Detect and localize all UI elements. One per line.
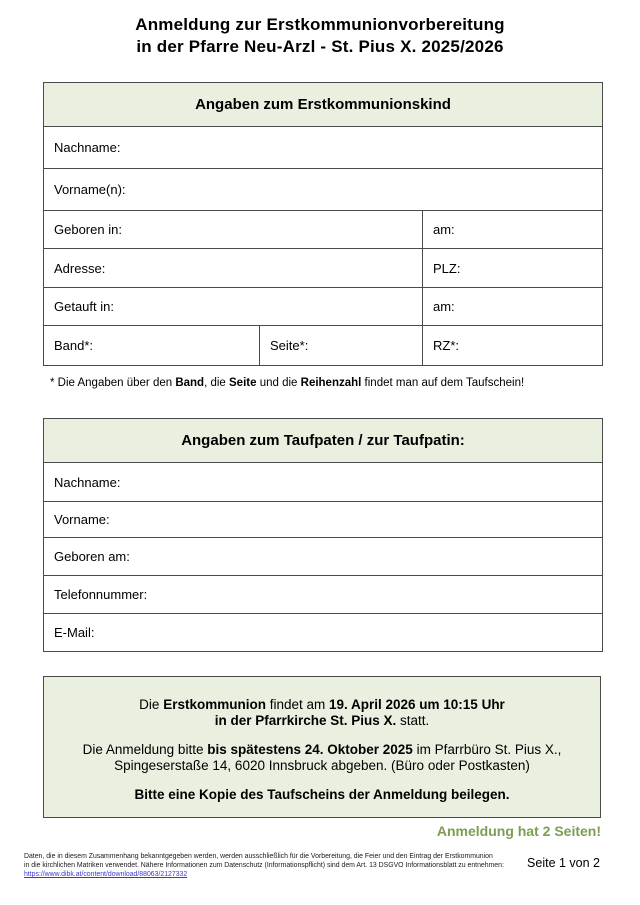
field-rz: RZ*: <box>422 326 602 365</box>
field-band: Band*: <box>54 338 94 353</box>
form-row-telefonnummer <box>44 576 602 614</box>
text-run-bold: Seite <box>229 377 257 389</box>
form-row-adresse <box>44 249 602 288</box>
form-row-nachname-child <box>44 127 602 169</box>
field-vorname-godparent: Vorname: <box>54 512 110 527</box>
field-plz: PLZ: <box>422 249 602 287</box>
form-row-geboren-am-godparent <box>44 538 602 576</box>
field-adresse: Adresse: <box>54 260 106 276</box>
text-run: im Pfarrbüro St. Pius X., <box>412 742 562 757</box>
field-email: E-Mail: <box>54 625 95 640</box>
text-run: Spingeserstaße 14, 6020 Innsbruck abgeben. (Büro oder Postkasten) <box>114 758 530 773</box>
form-row-nachname-godparent <box>44 463 602 502</box>
page-title-line2: in der Pfarre Neu-Arzl - St. Pius X. 2025/2026 <box>136 37 504 56</box>
text-run-bold: Erstkommunion <box>163 697 266 712</box>
field-nachname-godparent: Nachname: <box>54 474 121 490</box>
form-row-vorname-child <box>44 169 602 211</box>
form-row-getauft <box>44 288 602 326</box>
page-title-line1: Anmeldung zur Erstkommunionvorbereitung <box>135 15 505 34</box>
text-run: statt. <box>396 713 430 728</box>
field-telefonnummer: Telefonnummer: <box>54 587 148 602</box>
text-run-bold: 19. April 2026 um 10:15 Uhr <box>328 697 505 712</box>
privacy-policy-link[interactable]: https://www.dibk.at/content/download/88063/2127332 <box>24 871 188 879</box>
page-title <box>0 14 640 58</box>
text-run: findet man auf dem Taufschein! <box>361 377 525 389</box>
privacy-footer-line1: Daten, die in diesem Zusammenhang bekanntgegeben werden, werden ausschließlich für die Vorbereitung, die Feier und den Eintrag der Erstkommunion <box>24 853 493 860</box>
form-row-geboren <box>44 211 602 249</box>
event-info-box <box>43 676 601 818</box>
field-vorname-child: Vorname(n): <box>54 182 126 197</box>
field-nachname-child: Nachname: <box>54 140 121 155</box>
page-number: Seite 1 von 2 <box>527 856 600 870</box>
child-section-header: Angaben zum Erstkommunionskind <box>44 83 602 127</box>
info-line-deadline <box>44 742 600 774</box>
text-run: findet am <box>265 697 329 712</box>
two-pages-note: Anmeldung hat 2 Seiten! <box>436 823 601 839</box>
text-run-bold: bis spätestens 24. Oktober 2025 <box>207 742 413 757</box>
text-run-bold: Band <box>175 377 205 389</box>
godparent-section-header: Angaben zum Taufpaten / zur Taufpatin: <box>44 419 602 463</box>
field-geboren-am-godparent: Geboren am: <box>54 549 130 564</box>
godparent-info-section <box>43 418 603 652</box>
info-line-event <box>44 697 600 729</box>
form-row-email <box>44 614 602 651</box>
text-run-bold: in der Pfarrkirche St. Pius X. <box>214 713 397 728</box>
field-seite: Seite*: <box>259 326 422 365</box>
field-getauft-am: am: <box>422 288 602 325</box>
taufschein-footnote <box>50 376 590 390</box>
text-run-bold: Bitte eine Kopie des Taufscheins der Anmeldung beilegen. <box>134 787 510 802</box>
child-info-section <box>43 82 603 366</box>
field-geboren-am: am: <box>422 211 602 248</box>
text-run: Die Anmeldung bitte <box>82 742 208 757</box>
text-run-bold: Reihenzahl <box>300 377 362 389</box>
privacy-footer <box>24 853 504 880</box>
form-row-band-seite-rz <box>44 326 602 365</box>
info-line-copy-request <box>44 787 600 803</box>
field-getauft-in: Getauft in: <box>54 299 114 314</box>
text-run: * Die Angaben über den <box>50 377 176 389</box>
form-row-vorname-godparent <box>44 502 602 538</box>
field-geboren-in: Geboren in: <box>54 222 122 237</box>
text-run: , die <box>204 377 230 389</box>
text-run: Die <box>139 697 164 712</box>
text-run: und die <box>256 377 301 389</box>
privacy-footer-line2: in die kirchlichen Matriken verwendet. Nähere Informationen zum Datenschutz (Informationspflicht) sind dem Art. 13 DSGVO Informationsblatt zu entnehmen: <box>24 861 504 869</box>
